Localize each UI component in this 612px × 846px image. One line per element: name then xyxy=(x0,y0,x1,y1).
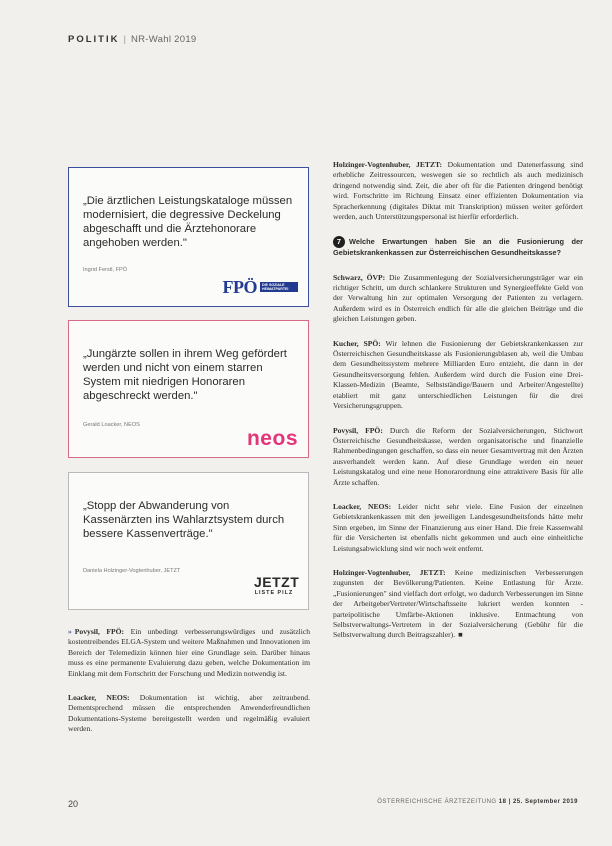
answer-paragraph xyxy=(333,160,583,222)
jetzt-logo-wordmark: JETZT xyxy=(254,574,300,590)
jetzt-logo xyxy=(254,574,300,596)
answer-text: Leider nicht sehr viele. Eine Fusion der einzelnen Gebietskrankenkassen mit den jeweiligen Landesgesundheitsfonds hätte mehr Sinn ergeben, im Sinne der Finanzierung aus einer Hand. Die freie Kassenwahl für die Versicherten ist ebenfalls nicht gekommen und auch eine einheitliche Leistungsabwicklung sind wir noch weit entfernt. xyxy=(333,501,583,553)
answer-text: Wir lehnen die Fusionierung der Gebietskrankenkassen zur Österreichischen Gesundheitskasse als Fusionierungsblasen ab, weil die Umbau dem Gesundheitssystem mehrere Milliarden Euro entzieht, die dann in der Gesundheitsversorgung fehlen. Außerdem wird durch die Fusion eine Drei-Klassen-Medizin (Beamte, Selbstständige/Bauern und Arbeiter/Angestellte) etabliert mit ganz unterschiedlichen Leistungen für die drei Versicherungsgruppen. xyxy=(333,338,583,411)
speaker-name: Schwarz, ÖVP: xyxy=(333,272,386,282)
neos-logo: neos xyxy=(246,427,298,450)
fpo-logo-wordmark: FPÖ xyxy=(222,276,257,297)
question-text: Welche Erwartungen haben Sie an die Fusionierung der Gebietskrankenkassen zur Österreichischen Gesundheitskasse? xyxy=(333,237,583,258)
answer-text: Ein unbedingt verbesserungswürdiges und zusätzlich kostentreibendes ELGA-System und weitere Maßnahmen und Innovationen im Bereich der Telemedizin können hier eine Grundlage sein. Darüber hinaus muss es eine permanente Evaluierung dazu geben, welche Dokumentation im Einklang mit dem Fortschritt der Forschung und Medizin notwendig ist. xyxy=(68,627,310,678)
quote-attribution: Gerald Loacker, NEOS xyxy=(83,422,140,428)
answer-text: Die Zusammenlegung der Sozialversicherungsträger war ein richtiger Schritt, um durch schlankere Strukturen und Synergieeffekte Geld von der Verwaltung hin zur optimalen Versorgung der Patienten zu verlagern. Außerdem wird es in Österreich endlich für alle die gleichen Beiträge und die gleichen Leistungen geben. xyxy=(333,272,583,324)
answer-text: Durch die Reform der Sozialversicherungen, Stichwort Österreichische Gesundheitskasse, werden organisatorische und finanzielle Rahmenbedingungen geschaffen, so dass ein neuer Gesamtvertrag mit den Ärzten ausverhandelt werden kann. Auf diese Grundlage werden ein neuer Leistungskatalog und eine neue Honorarordnung eine attraktivere Basis für alle Ärzte schaffen. xyxy=(333,425,584,487)
quote-box-jetzt xyxy=(68,472,309,610)
speaker-name: Holzinger-Vogtenhuber, JETZT: xyxy=(333,567,446,577)
jetzt-logo-subline: LISTE PILZ xyxy=(254,590,294,596)
right-text-column xyxy=(333,160,583,655)
issue-info: 18 | 25. September 2019 xyxy=(498,799,578,805)
question-number-badge: 7 xyxy=(333,236,345,248)
answer-text: Dokumentation und Datenerfassung sind erhebliche Zeitressourcen, weswegen sie so rechtlich als auch medizinisch dringend notwendig sind. Zeit, die aber oft für die Patienten dringend benötigt wird. Fortschritte im Richtung Einsatz einer effizienten Dokumentation via Spracherkennung (digitales Diktat mit Transkription) müssen weiter gefördert werden, auch Unterstützungspersonal ist hierfür erforderlich. xyxy=(333,160,583,222)
publication-footer xyxy=(377,799,578,805)
bullet-icon: » xyxy=(68,627,72,636)
answer-paragraph xyxy=(333,568,583,641)
fpo-logo-tagline: DIE SOZIALE HEIMATPARTEI xyxy=(260,282,298,292)
question-heading xyxy=(333,236,583,258)
answer-paragraph xyxy=(333,426,583,488)
answer-text: Dokumentation ist wichtig, aber zeitraubend. Dementsprechend müssen die entsprechenden Anwenderfreundlichen Dokumentations-Systeme bereitgestellt werden und regelmäßig evaluiert werden. xyxy=(68,693,310,734)
speaker-name: Loacker, NEOS: xyxy=(68,693,130,703)
answer-paragraph xyxy=(333,273,583,325)
page-number: 20 xyxy=(68,799,79,809)
quote-text: „Die ärztlichen Leistungskataloge müssen modernisiert, die degressive Deckelung abgeschafft und die Ärztehonorare angehoben werden." xyxy=(83,195,293,249)
answer-text: Keine medizinischen Verbesserungen zugunsten der Bevölkerung/Patienten. Keine Entlastung für Ärzte. „Fusionierungen" sind vielfach dort erfolgt, wo dadurch Verbesserungen im Sinne der ArbeitgeberVertreter/Wirtschaftsseite lukriert werden konnten - parteipolitische Umfärbe-Aktionen inklusive. Entmachtung von Selbstverwaltungs-Vertretern in der Sozialversicherung (Gebühr für die Selbstverwaltung durch Beitragszahler). xyxy=(333,567,583,640)
speaker-name: Holzinger-Vogtenhuber, JETZT: xyxy=(333,160,443,169)
quote-attribution: Ingrid Ferstl, FPÖ xyxy=(83,267,128,273)
quote-text: „Stopp der Abwanderung von Kassenärzten ins Wahlarztsystem durch bessere Kassenverträge." xyxy=(83,500,285,540)
header-separator: | xyxy=(123,34,127,45)
end-mark-icon: ■ xyxy=(458,630,463,640)
running-header xyxy=(68,34,197,45)
speaker-name: Kucher, SPÖ: xyxy=(333,338,381,348)
answer-paragraph xyxy=(333,339,583,412)
subsection-label: NR-Wahl 2019 xyxy=(130,34,197,45)
answer-paragraph xyxy=(68,693,310,735)
left-text-column xyxy=(68,627,310,749)
quote-attribution: Daniela Holzinger-Vogtenhuber, JETZT xyxy=(83,568,181,574)
answer-paragraph xyxy=(333,502,583,554)
speaker-name: Povysil, FPÖ: xyxy=(74,627,125,636)
quote-box-fpo xyxy=(68,167,309,307)
publication-name: ÖSTERREICHISCHE ÄRZTEZEITUNG xyxy=(377,799,497,805)
speaker-name: Povysil, FPÖ: xyxy=(333,425,383,435)
fpo-logo xyxy=(223,278,299,296)
quote-box-neos xyxy=(68,320,309,458)
section-label: POLITIK xyxy=(68,34,120,45)
quote-text: „Jungärzte sollen in ihrem Weg gefördert werden und nicht von einem starren System mit niedrigen Honoraren abgeschreckt werden." xyxy=(83,348,287,402)
answer-paragraph xyxy=(68,627,310,679)
speaker-name: Loacker, NEOS: xyxy=(333,501,392,511)
